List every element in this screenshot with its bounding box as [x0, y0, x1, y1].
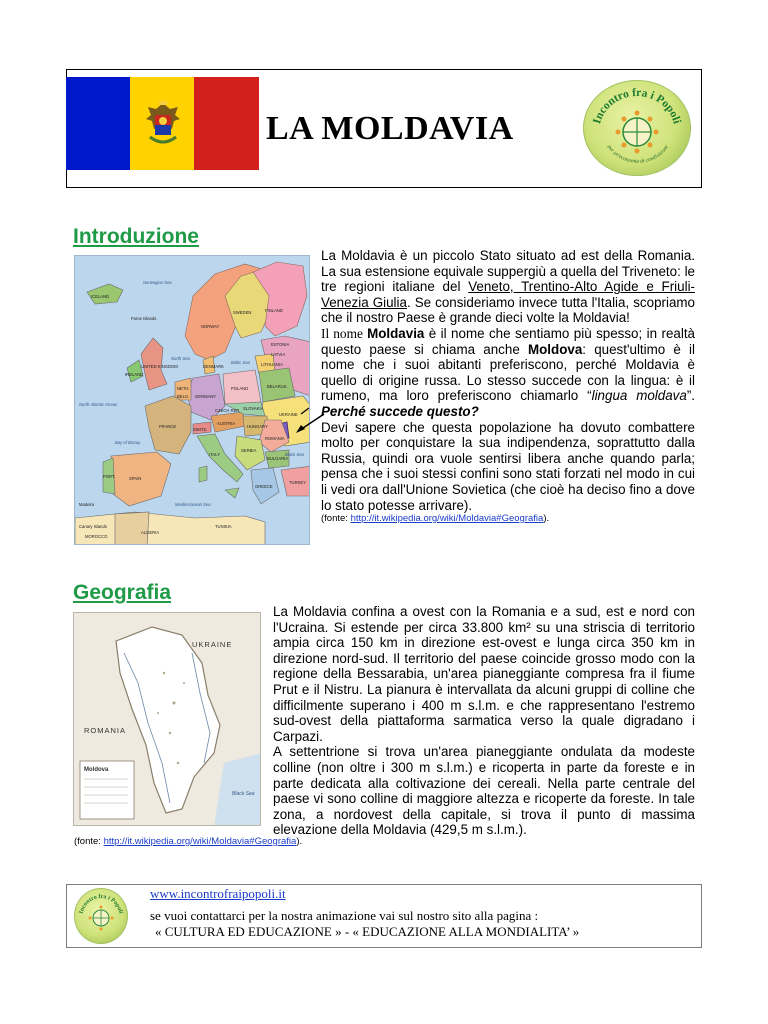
coat-of-arms-icon [142, 99, 184, 151]
map-label-finland: FINLAND [265, 308, 283, 313]
map-label-belgium: BELG. [177, 394, 190, 399]
map-label-lithuania: LITHUANIA [261, 362, 283, 367]
map-label-france: FRANCE [159, 424, 177, 429]
map-label-austria: AUSTRIA [217, 421, 236, 426]
map-label-bulgaria: BULGARIA [267, 456, 289, 461]
moldova-map [73, 612, 261, 826]
map-label-sweden: SWEDEN [233, 310, 252, 315]
map-label-hungary: HUNGARY [247, 424, 268, 429]
europe-map [74, 255, 310, 545]
map-label-madeira: Madeira [79, 502, 95, 507]
map-label-ukraine: UKRAINE [279, 412, 298, 417]
map-label-spain: SPAIN [129, 476, 142, 481]
map-label-black-sea: Black Sea [285, 452, 304, 457]
geo-paragraph-2: A settentrione si trova un'area pianeggiante ondulata da modeste colline (non oltre i 300 m s.l.m.) e ricoperta in parte da foreste e in parte dedicata alla coltivazione dei cereali. Nella parte centrale del paese vi sono colline di maggiore altezza e ricoperte da foreste. In tale zona, a nordovest della capitale, si trova il punto di massima elevazione della Moldavia (429,5 m s.l.m.). [273, 744, 695, 838]
intro-heading: Introduzione [73, 225, 199, 248]
map-label-estonia: ESTONIA [271, 342, 290, 347]
map-label-belarus: BELARUS [267, 384, 287, 389]
map-label-czech: CZECH REP. [215, 408, 240, 413]
footer-logo-text: Incontro fra i Popoli [78, 893, 124, 915]
footer-website-link[interactable]: www.incontrofraipopoli.it [150, 886, 286, 901]
map-label-switzerland: SWITZ. [193, 427, 208, 432]
footer-line-2: « CULTURA ED EDUCAZIONE » - « EDUCAZIONE ALLA MONDIALITA’ » [155, 924, 580, 939]
map-label-norway: NORWAY [201, 324, 220, 329]
geo-paragraph-1: La Moldavia confina a ovest con la Romania e a sud, est e nord con l'Ucraina. Si estende per circa 33.800 km² su una striscia di territorio ampia circa 150 km in direzione est-ovest e lunga circa 350 km in direzione nord-sud. Il territorio del paese coincide grosso modo con la regione della Bessarabia, un'area pianeggiante compresa fra il fiume Prut e il Nistru. La pianura è intervallata da alcuni gruppi di colline che difficilmente superano i 400 m s.l.m. e che rappresentano l'estremo sud-ovest della piattaforma sarmatica verso la quale digradano i Carpazi. [273, 604, 695, 744]
geo-heading: Geografia [73, 581, 172, 604]
map-label-north-atlantic: North Atlantic Ocean [79, 402, 118, 407]
map-label-baltic-sea: Baltic Sea [231, 360, 250, 365]
map-label-bay-of-biscay: Bay of Biscay [115, 440, 141, 445]
geo-text [273, 604, 695, 838]
map-label-morocco: MOROCCO [85, 534, 108, 539]
map-label-poland: POLAND [231, 386, 249, 391]
logo-arc-text: Incontro fra i Popoli [591, 86, 683, 126]
map-label-greece: GREECE [255, 484, 273, 489]
map-label-slovakia: SLOVAKIA [243, 406, 264, 411]
map-label-faroe: Faroe Islands [131, 316, 157, 321]
footer-logo [74, 888, 128, 944]
map-label-latvia: LATVIA [271, 352, 286, 357]
intro-source: (fonte: http://it.wikipedia.org/wiki/Moldavia#Geografia). [321, 513, 550, 525]
logo-bottom-text: per un'economia di condivisione [605, 144, 671, 165]
moldova-flag [66, 77, 259, 170]
moldova-map-label-moldova: Moldova [84, 767, 109, 773]
geo-source: (fonte: http://it.wikipedia.org/wiki/Moldavia#Geografia). [74, 836, 303, 847]
map-label-north-sea: North Sea [171, 356, 190, 361]
geo-source-link[interactable]: http://it.wikipedia.org/wiki/Moldavia#Geografia [103, 836, 297, 847]
map-label-iceland: ICELAND [91, 294, 110, 299]
intro-paragraph-2: Il nome Moldavia è il nome che sentiamo più spesso; in realtà questo paese si chiama anche Moldova: quest'ultimo è il nome che i suoi abitanti preferiscono, perché Moldavia è quello di origine russa. Lo stesso succede con la lingua: è il rumeno, ma loro preferiscono chiamarlo “lingua moldava”. Perché succede questo? [321, 325, 696, 419]
map-label-united-kingdom: UNITED KINGDOM [141, 364, 178, 369]
moldova-map-label-ukraine: UKRAINE [192, 640, 233, 649]
incontro-fra-i-popoli-logo [583, 80, 691, 176]
map-label-mediterranean: Mediterranean Sea [175, 502, 211, 507]
moldova-map-label-romania: ROMANIA [84, 726, 127, 735]
intro-paragraph-1: La Moldavia è un piccolo Stato situato ad est della Romania. La sua estensione equivale suppergiù a quella del Triveneto: le tre regioni italiane del Veneto, Trentino-Alto Agide e Friuli-Venezia Giulia. Se consideriamo invece tutta l'Italia, scopriamo che il nostro Paese è grande dieci volte la Moldavia! [321, 248, 695, 326]
page-title: LA MOLDAVIA [266, 110, 514, 147]
intro-paragraph-3: Devi sapere che questa popolazione ha dovuto combattere molto per conquistare la sua indipendenza, soprattutto dalla Russia, quindi ora vuole sentirsi libera anche quando parla; pensa che i suoi stessi confini sono stati forzati nel modo in cui li vedi ora dall'Unione Sovietica (che cioè ha deciso fino a dove lo stato potesse arrivare). [321, 419, 695, 513]
intro-text [321, 248, 695, 525]
map-label-germany: GERMANY [195, 394, 217, 399]
map-label-serbia: SERBIA [241, 448, 257, 453]
map-label-norwegian-sea: Norwegian Sea [143, 280, 172, 285]
map-label-denmark: DENMARK [203, 364, 224, 369]
map-label-turkey: TURKEY [289, 480, 306, 485]
map-label-portugal: PORT. [103, 474, 116, 479]
map-label-tunisia: TUNISIA [215, 524, 232, 529]
map-label-italy: ITALY [209, 452, 221, 457]
moldova-map-label-black-sea: Black Sea [232, 791, 255, 797]
intro-source-link[interactable]: http://it.wikipedia.org/wiki/Moldavia#Geografia [350, 513, 544, 525]
map-label-romania: ROMANIA [265, 436, 285, 441]
map-label-netherlands: NETH. [177, 386, 190, 391]
footer-line-1: se vuoi contattarci per la nostra animazione vai sul nostro sito alla pagina : [150, 908, 539, 923]
map-label-canary: Canary Islands [79, 524, 107, 529]
map-label-algeria: ALGERIA [141, 530, 160, 535]
map-label-ireland: IRELAND [125, 372, 144, 377]
